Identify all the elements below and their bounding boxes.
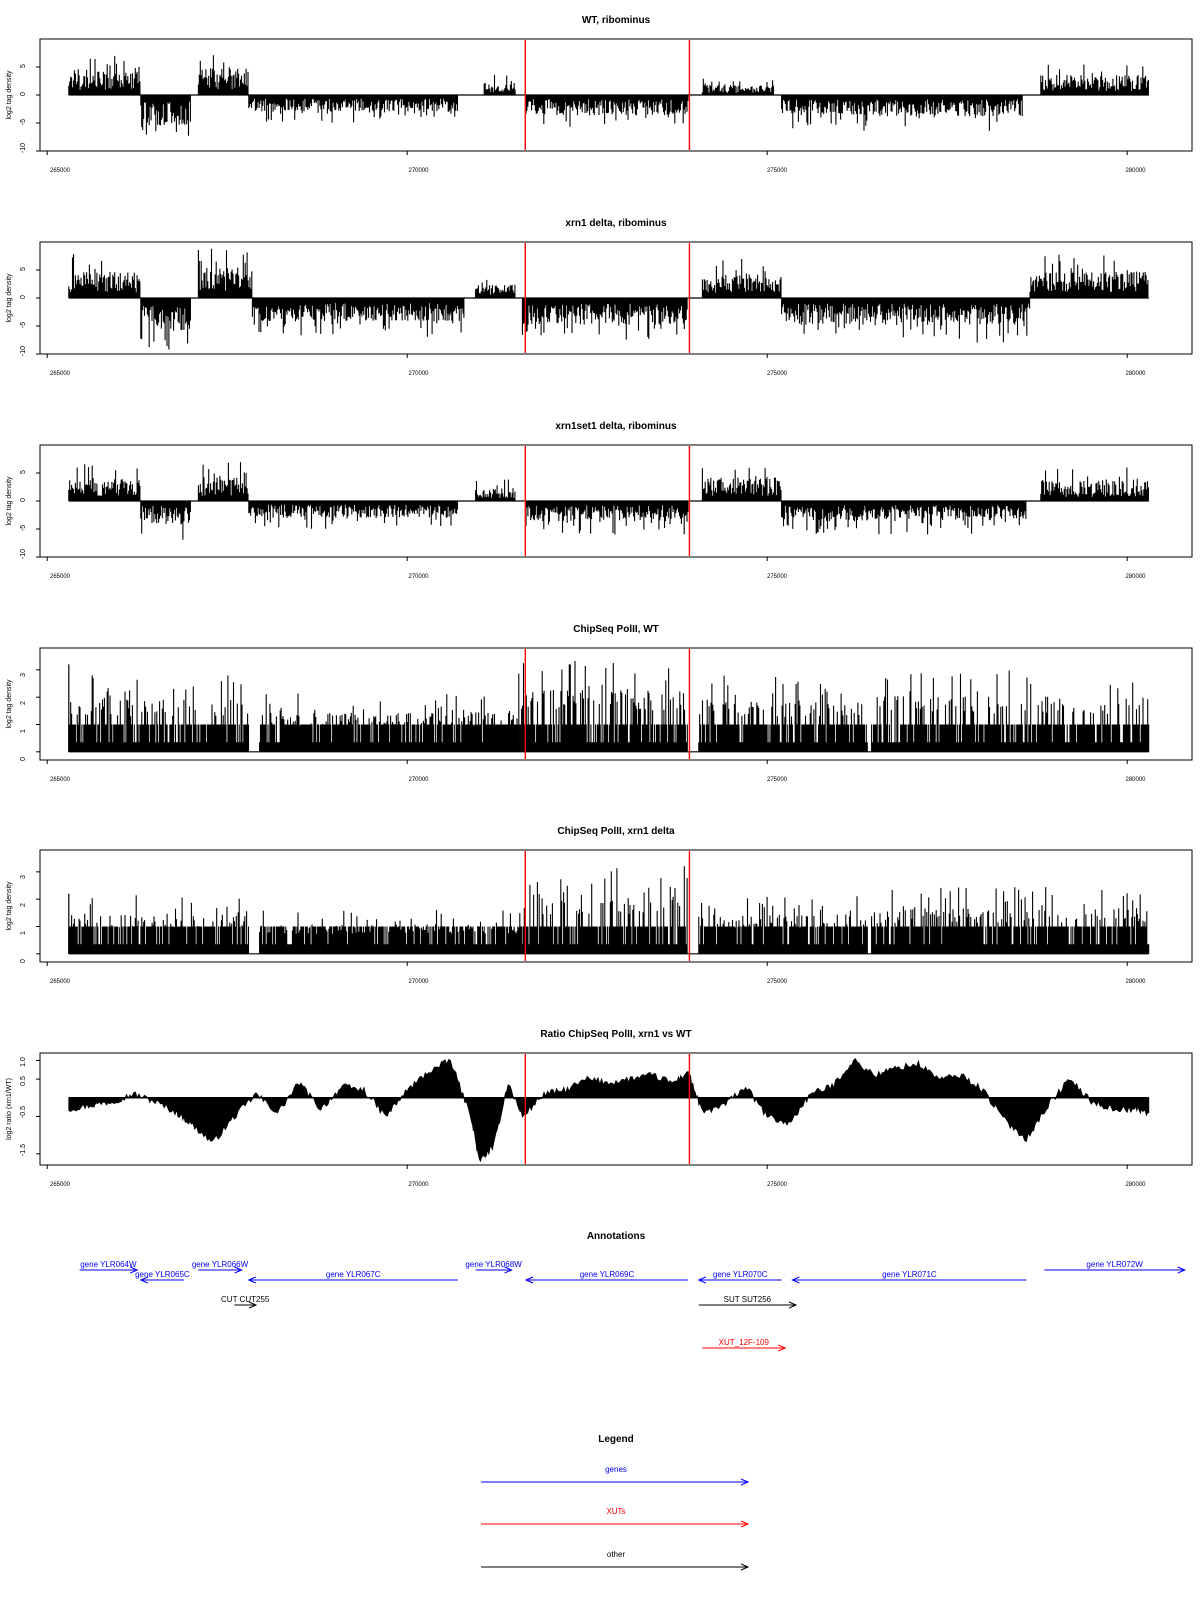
- signal-segment: [1041, 65, 1149, 95]
- signal-segment: [69, 56, 140, 95]
- y-tick-label: 5: [20, 470, 27, 474]
- annotation-feature: [249, 1270, 458, 1283]
- signal-segment: [69, 464, 140, 501]
- signal-segment: [141, 298, 191, 350]
- y-tick-label: 3: [20, 875, 27, 879]
- signal-segment: [526, 95, 688, 127]
- annotations-title: Annotations: [586, 1231, 646, 1242]
- signal-bars: [702, 79, 773, 95]
- y-tick-label: 0: [20, 498, 27, 502]
- x-tick-label: 265000: [49, 1182, 71, 1188]
- signal-segment: [519, 661, 688, 752]
- signal-bars: [699, 896, 868, 954]
- signal-bars: [519, 661, 688, 752]
- y-tick-label: -10: [20, 548, 27, 560]
- signal-segment: [141, 95, 191, 136]
- signal-segment: [198, 249, 251, 298]
- annotation-feature: [1044, 1260, 1184, 1273]
- legend-label: other: [606, 1550, 626, 1559]
- panel-wt-ribominus: [6, 15, 1192, 174]
- feature-label: gene YLR064W: [80, 1260, 137, 1269]
- signal-segment: [260, 694, 518, 752]
- x-tick-label: 265000: [49, 979, 71, 985]
- y-tick-label: -5: [20, 118, 27, 126]
- x-tick-label: 280000: [1125, 168, 1146, 174]
- y-axis-label: log2 tag density: [6, 881, 13, 931]
- signal-segment: [198, 55, 248, 95]
- y-axis-label: log2 ratio (xrn1/WT): [6, 1078, 13, 1140]
- annotations-track: [80, 1231, 1185, 1351]
- y-tick-label: 1.0: [20, 1057, 27, 1067]
- signal-bars: [69, 254, 140, 298]
- signal-segment: [526, 501, 688, 535]
- signal-segment: [702, 468, 781, 501]
- feature-label: CUT CUT255: [221, 1295, 270, 1304]
- feature-label: gene YLR071C: [882, 1270, 937, 1279]
- annotation-feature: [465, 1260, 522, 1273]
- signal-bars: [526, 95, 688, 127]
- y-tick-label: 0: [20, 92, 27, 96]
- signal-segment: [699, 896, 868, 954]
- y-tick-label: 1: [20, 729, 27, 733]
- y-tick-label: -0.5: [20, 1105, 27, 1119]
- signal-segment: [522, 866, 687, 954]
- feature-label: SUT SUT256: [723, 1295, 772, 1304]
- signal-bars: [522, 866, 687, 954]
- signal-segment: [69, 254, 140, 298]
- ratio-area: [69, 1059, 1149, 1162]
- signal-bars: [522, 298, 687, 340]
- signal-segment: [252, 298, 464, 337]
- x-tick-label: 280000: [1125, 371, 1146, 377]
- feature-label: gene YLR069C: [579, 1270, 635, 1279]
- signal-bars: [249, 501, 458, 529]
- signal-bars: [141, 501, 191, 540]
- signal-segment: [484, 75, 515, 95]
- panel-chipseq-xrn1: [6, 826, 1192, 985]
- signal-segment: [1041, 468, 1149, 502]
- annotation-feature: [526, 1270, 688, 1283]
- y-tick-label: -5: [20, 321, 27, 329]
- signal-segment: [872, 887, 1149, 954]
- y-tick-label: 0: [20, 295, 27, 299]
- x-tick-label: 280000: [1125, 979, 1146, 985]
- signal-bars: [260, 694, 518, 752]
- signal-segment: [782, 298, 1030, 343]
- signal-segment: [522, 298, 687, 340]
- signal-segment: [782, 95, 1023, 131]
- signal-bars: [782, 95, 1023, 131]
- signal-bars: [69, 675, 249, 751]
- signal-segment: [69, 675, 249, 751]
- feature-label: gene YLR067C: [325, 1270, 381, 1279]
- signal-bars: [252, 298, 464, 337]
- x-tick-label: 275000: [766, 574, 788, 580]
- signal-segment: [1030, 255, 1148, 298]
- signal-bars: [69, 464, 140, 501]
- signal-bars: [69, 895, 249, 954]
- panel-xrn1set1-ribominus: [6, 421, 1192, 580]
- data-marks: [69, 249, 1149, 350]
- panel-title: Ratio ChipSeq PolII, xrn1 vs WT: [540, 1029, 692, 1040]
- signal-bars: [249, 95, 458, 123]
- y-axis-label: log2 tag density: [6, 273, 13, 323]
- y-tick-label: 0: [20, 757, 27, 761]
- legend-title: Legend: [598, 1434, 634, 1445]
- x-tick-label: 265000: [49, 574, 71, 580]
- x-tick-label: 265000: [49, 777, 71, 783]
- panel-chipseq-wt: [6, 624, 1192, 783]
- x-tick-label: 280000: [1125, 777, 1146, 783]
- signal-bars: [1041, 65, 1149, 95]
- signal-bars: [484, 75, 515, 95]
- signal-segment: [260, 910, 522, 954]
- feature-label: gene YLR072W: [1086, 1260, 1143, 1269]
- data-marks: [69, 462, 1149, 540]
- signal-segment: [702, 79, 773, 95]
- signal-segment: [702, 259, 781, 298]
- legend-label: genes: [605, 1465, 627, 1474]
- data-marks: [69, 55, 1149, 136]
- signal-segment: [69, 895, 249, 954]
- x-tick-label: 270000: [408, 979, 429, 985]
- panel-ratio-chipseq: [6, 1029, 1192, 1188]
- signal-bars: [198, 55, 248, 95]
- legend: [481, 1434, 748, 1570]
- x-tick-label: 270000: [408, 574, 429, 580]
- x-tick-label: 270000: [408, 1182, 429, 1188]
- y-tick-label: 0: [20, 959, 27, 963]
- x-tick-label: 275000: [766, 777, 788, 783]
- y-axis-label: log2 tag density: [6, 70, 13, 120]
- x-tick-label: 275000: [766, 371, 788, 377]
- y-tick-label: 2: [20, 903, 27, 907]
- signal-segment: [872, 671, 1149, 752]
- x-tick-label: 265000: [49, 371, 71, 377]
- signal-segment: [249, 95, 458, 123]
- signal-bars: [198, 462, 248, 501]
- signal-bars: [1030, 255, 1148, 298]
- y-tick-label: 5: [20, 64, 27, 68]
- signal-bars: [141, 298, 191, 350]
- legend-item: [481, 1465, 748, 1485]
- annotation-feature: [702, 1338, 785, 1351]
- panel-title: xrn1set1 delta, ribominus: [555, 421, 677, 432]
- y-axis-label: log2 tag density: [6, 679, 13, 729]
- legend-label: XUTs: [606, 1507, 626, 1516]
- signal-segment: [699, 676, 868, 752]
- x-tick-label: 270000: [408, 371, 429, 377]
- signal-bars: [872, 887, 1149, 954]
- y-tick-label: 0.5: [20, 1076, 27, 1086]
- x-tick-label: 265000: [49, 168, 71, 174]
- data-marks: [69, 661, 1149, 752]
- signal-segment: [141, 501, 191, 540]
- signal-segment: [249, 501, 458, 529]
- signal-bars: [526, 501, 688, 535]
- annotation-feature: [792, 1270, 1026, 1283]
- signal-segment: [476, 280, 515, 298]
- y-tick-label: -10: [20, 345, 27, 357]
- signal-bars: [702, 259, 781, 298]
- x-tick-label: 280000: [1125, 574, 1146, 580]
- y-tick-label: 1: [20, 931, 27, 935]
- data-marks: [69, 866, 1149, 954]
- legend-item: [481, 1550, 748, 1570]
- signal-bars: [141, 95, 191, 136]
- annotation-feature: [135, 1270, 190, 1283]
- y-tick-label: -1.5: [20, 1143, 27, 1157]
- annotation-feature: [192, 1260, 249, 1273]
- panel-xrn1-ribominus: [6, 218, 1192, 377]
- annotation-feature: [699, 1295, 796, 1308]
- y-tick-label: -10: [20, 142, 27, 154]
- panel-title: WT, ribominus: [581, 15, 651, 26]
- signal-bars: [782, 298, 1030, 343]
- x-tick-label: 275000: [766, 168, 788, 174]
- signal-segment: [476, 480, 515, 501]
- feature-label: gene YLR065C: [135, 1270, 190, 1279]
- signal-segment: [198, 462, 248, 501]
- signal-bars: [699, 676, 868, 752]
- feature-label: gene YLR066W: [191, 1260, 249, 1269]
- signal-bars: [260, 910, 522, 954]
- signal-bars: [476, 280, 515, 298]
- feature-label: gene YLR068W: [465, 1260, 522, 1269]
- signal-bars: [872, 671, 1149, 752]
- y-tick-label: 3: [20, 673, 27, 677]
- feature-label: XUT_12F-109: [718, 1338, 769, 1347]
- y-tick-label: 5: [20, 267, 27, 271]
- signal-bars: [69, 56, 140, 95]
- legend-item: [481, 1507, 748, 1527]
- panel-title: ChipSeq PolII, xrn1 delta: [557, 826, 675, 837]
- x-tick-label: 275000: [766, 979, 788, 985]
- x-tick-label: 280000: [1125, 1182, 1146, 1188]
- x-tick-label: 270000: [408, 168, 429, 174]
- x-tick-label: 270000: [408, 777, 429, 783]
- signal-segment: [782, 501, 1026, 535]
- signal-bars: [782, 501, 1026, 535]
- signal-bars: [476, 480, 515, 501]
- annotation-feature: [699, 1270, 782, 1283]
- annotation-feature: [221, 1295, 270, 1308]
- y-tick-label: -5: [20, 524, 27, 532]
- panel-title: xrn1 delta, ribominus: [565, 218, 667, 229]
- annotation-feature: [80, 1260, 138, 1273]
- panel-title: ChipSeq PolII, WT: [573, 624, 659, 635]
- signal-bars: [198, 249, 251, 298]
- y-tick-label: 2: [20, 701, 27, 705]
- signal-bars: [1041, 468, 1149, 502]
- y-axis-label: log2 tag density: [6, 476, 13, 526]
- x-tick-label: 275000: [766, 1182, 788, 1188]
- data-marks: [69, 1059, 1149, 1162]
- feature-label: gene YLR070C: [712, 1270, 768, 1279]
- signal-bars: [702, 468, 781, 501]
